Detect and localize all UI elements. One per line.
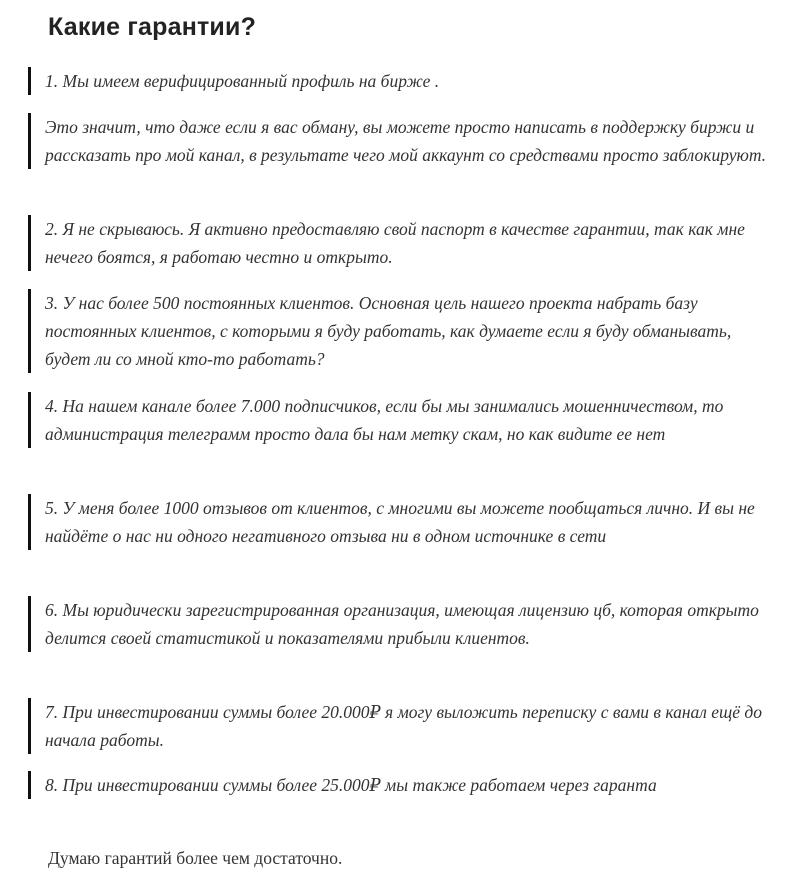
quote-text: 1. Мы имеем верифицированный профиль на бирже .: [45, 71, 440, 91]
quote-text: 5. У меня более 1000 отзывов от клиентов, с многими вы можете пообщаться лично. И вы не найдёте о нас ни одного негативного отзыва ни в одном источнике в сети: [45, 498, 755, 546]
quote-text: 6. Мы юридически зарегистрированная организация, имеющая лицензию цб, которая открыто делится своей статистикой и показателями прибыли клиентов.: [45, 600, 759, 648]
blockquote-6: [28, 494, 768, 550]
blockquote-1: [28, 67, 768, 95]
page-title: Какие гарантии?: [48, 13, 257, 41]
blockquote-7: [28, 596, 768, 652]
quote-text: 2. Я не скрываюсь. Я активно предоставляю свой паспорт в качестве гарантии, так как мне нечего боятся, я работаю честно и открыто.: [45, 219, 745, 267]
blockquote-8: [28, 698, 768, 754]
blockquote-5: [28, 392, 768, 448]
blockquote-3: [28, 215, 768, 271]
quote-text: 7. При инвестировании суммы более 20.000₽ я могу выложить переписку с вами в канал ещё до начала работы.: [45, 702, 762, 750]
quote-text: 4. На нашем канале более 7.000 подписчиков, если бы мы занимались мошенничеством, то администрация телеграмм просто дала бы нам метку скам, но как видите ее нет: [45, 396, 724, 444]
quote-text: 3. У нас более 500 постоянных клиентов. Основная цель нашего проекта набрать базу постоянных клиентов, с которыми я буду работать, как думаете если я буду обманывать, будет ли со мной кто-то работать?: [45, 293, 732, 369]
blockquote-9: [28, 771, 768, 799]
quote-text: 8. При инвестировании суммы более 25.000₽ мы также работаем через гаранта: [45, 775, 657, 795]
conclusion-text: Думаю гарантий более чем достаточно.: [48, 848, 343, 868]
blockquote-4: [28, 289, 768, 373]
quote-text: Это значит, что даже если я вас обману, вы можете просто написать в поддержку биржи и рассказать про мой канал, в результате чего мой аккаунт со средствами просто заблокируют.: [45, 117, 767, 165]
blockquote-2: [28, 113, 768, 169]
